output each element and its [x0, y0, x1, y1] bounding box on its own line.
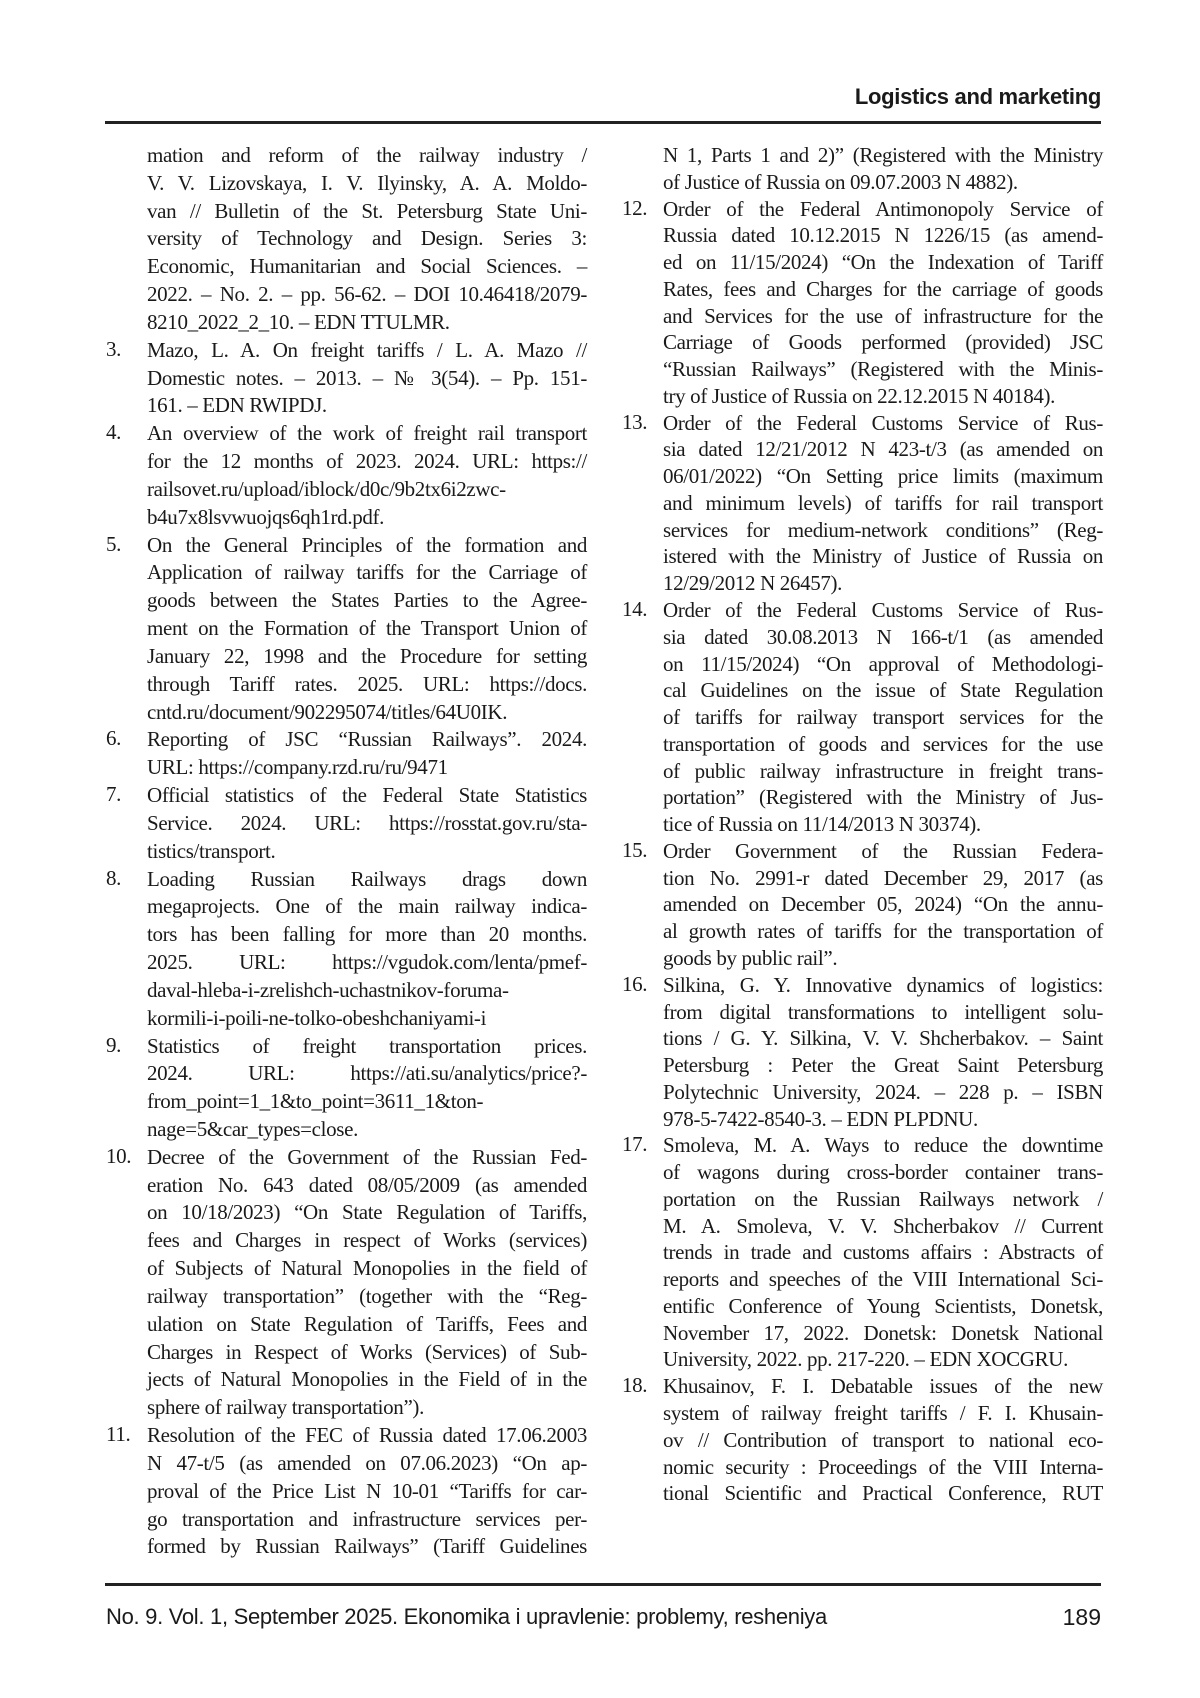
reference-entry — [106, 865, 587, 1033]
reference-entry — [622, 837, 1103, 972]
reference-text-line: and Services for the use of infrastructure for the — [663, 303, 1103, 328]
reference-text-line: 2022. – No. 2. – pp. 56-62. – DOI 10.46418/2079- — [147, 282, 587, 307]
reference-text-line: on 11/15/2024) “On approval of Methodologi- — [663, 651, 1103, 676]
reference-text-line: tional Scientific and Practical Conference, RUT — [663, 1481, 1103, 1506]
reference-text-line: tions / G. Y. Silkina, V. V. Shcherbakov. – Saint — [663, 1026, 1103, 1051]
reference-text-line: fees and Charges in respect of Works (services) — [147, 1228, 587, 1253]
reference-text-line: portation” (Registered with the Ministry of Jus- — [663, 785, 1103, 810]
reference-text-line: 2024. URL: https://ati.su/analytics/price?- — [147, 1061, 587, 1086]
reference-text-line: Order Government of the Russian Federa- — [663, 838, 1103, 863]
footer-rule — [105, 1583, 1101, 1586]
reference-entry — [106, 420, 587, 531]
reference-text-line: istered with the Ministry of Justice of Russia on — [663, 544, 1103, 569]
footer-journal-info: No. 9. Vol. 1, September 2025. Ekonomika i upravlenie: problemy, resheniya — [106, 1604, 827, 1629]
reference-text-line: of Justice of Russia on 09.07.2003 N 4882). — [663, 169, 1018, 194]
reference-text-line: b4u7x8lsvwuojqs6qh1rd.pdf. — [147, 504, 385, 529]
reference-text-line: Silkina, G. Y. Innovative dynamics of logistics: — [663, 972, 1103, 997]
reference-text-line: ed on 11/15/2024) “On the Indexation of Tariff — [663, 250, 1103, 275]
reference-text-line: versity of Technology and Design. Series 3: — [147, 226, 587, 251]
reference-text-line: of wagons during cross-border container trans- — [663, 1160, 1103, 1185]
reference-text-line: from_point=1_1&to_point=3611_1&ton- — [147, 1089, 484, 1114]
reference-text-line: Rates, fees and Charges for the carriage of goods — [663, 276, 1103, 301]
reference-text-line: 2025. URL: https://vgudok.com/lenta/pmef- — [147, 950, 587, 975]
reference-number: 12. — [622, 195, 648, 220]
reference-text-line: URL: https://company.rzd.ru/ru/9471 — [147, 755, 448, 780]
reference-entry — [622, 597, 1103, 838]
reference-entry — [622, 409, 1103, 597]
reference-text-line: Polytechnic University, 2024. – 228 p. – ISBN — [663, 1079, 1103, 1104]
reference-text-line: ment on the Formation of the Transport Union of — [147, 616, 587, 641]
reference-text-line: 8210_2022_2_10. – EDN TTULMR. — [147, 309, 450, 334]
reference-text-line: Official statistics of the Federal State Statistics — [147, 783, 587, 808]
reference-text-line: An overview of the work of freight rail transport — [147, 421, 587, 446]
reference-number: 4. — [106, 420, 122, 445]
reference-text-line: Smoleva, M. A. Ways to reduce the downtime — [663, 1133, 1103, 1158]
references-right-column — [622, 142, 1103, 1507]
reference-text-line: tion No. 2991-r dated December 29, 2017 (as — [663, 865, 1103, 890]
reference-text-line: ov // Contribution of transport to national eco- — [663, 1427, 1103, 1452]
reference-text-line: kormili-i-poili-ne-tolko-obeshchaniyami-i — [147, 1005, 487, 1030]
reference-entry — [106, 782, 587, 865]
reference-text-line: portation on the Russian Railways network / — [663, 1186, 1103, 1211]
reference-number: 14. — [622, 597, 648, 622]
reference-text-line: nage=5&car_types=close. — [147, 1116, 358, 1141]
reference-number: 15. — [622, 837, 648, 862]
reference-text-line: goods by public rail”. — [663, 945, 838, 970]
reference-text-line: sia dated 12/21/2012 N 423-t/3 (as amended on — [663, 437, 1103, 462]
reference-text-line: through Tariff rates. 2025. URL: https://docs. — [147, 671, 587, 696]
reference-text-line: services for medium-network conditions” (Reg- — [663, 517, 1103, 542]
reference-text-line: Domestic notes. – 2013. – № 3(54). – Pp. 151- — [147, 365, 587, 390]
reference-text-line: tice of Russia on 11/14/2013 N 30374). — [663, 812, 981, 837]
reference-text-line: Charges in Respect of Works (Services) of Sub- — [147, 1339, 587, 1364]
reference-text-line: mation and reform of the railway industry / — [147, 143, 587, 167]
reference-text-line: al growth rates of tariffs for the transportation of — [663, 919, 1103, 944]
reference-entry — [106, 1143, 587, 1422]
reference-text-line: for the 12 months of 2023. 2024. URL: https:// — [147, 449, 587, 474]
reference-entry — [106, 726, 587, 782]
reference-text-line: tistics/transport. — [147, 838, 276, 863]
reference-text-line: Decree of the Government of the Russian Fed- — [147, 1144, 587, 1169]
reference-text-line: M. A. Smoleva, V. V. Shcherbakov // Current — [663, 1213, 1103, 1238]
reference-text-line: van // Bulletin of the St. Petersburg State Uni- — [147, 198, 587, 223]
reference-text-line: On the General Principles of the formation and — [147, 532, 587, 557]
reference-text-line: sphere of railway transportation”). — [147, 1395, 424, 1420]
reference-text-line: from digital transformations to intelligent solu- — [663, 999, 1103, 1024]
reference-text-line: N 1, Parts 1 and 2)” (Registered with the Ministry — [663, 143, 1103, 167]
reference-entry — [106, 531, 587, 727]
reference-entry — [622, 195, 1103, 410]
reference-text-line: of Subjects of Natural Monopolies in the field of — [147, 1256, 587, 1281]
reference-text-line: Loading Russian Railways drags down — [147, 866, 587, 891]
reference-entry — [622, 1132, 1103, 1373]
reference-text-line: cntd.ru/document/902295074/titles/64U0IK. — [147, 699, 508, 724]
reference-entry — [106, 336, 587, 420]
reference-text-line: of tariffs for railway transport services for the — [663, 705, 1103, 730]
reference-text-line: tors has been falling for more than 20 months. — [147, 922, 587, 947]
reference-text-line: reports and speeches of the VIII International Sci- — [663, 1267, 1103, 1292]
reference-text-line: nomic security : Proceedings of the VIII Interna- — [663, 1454, 1103, 1479]
reference-text-line: trends in trade and customs affairs : Abstracts of — [663, 1240, 1103, 1265]
reference-text-line: Petersburg : Peter the Great Saint Petersburg — [663, 1053, 1103, 1078]
reference-text-line: January 22, 1998 and the Procedure for setting — [147, 643, 587, 668]
reference-text-line: Russia dated 10.12.2015 N 1226/15 (as amend- — [663, 223, 1103, 248]
reference-text-line: University, 2022. pp. 217-220. – EDN XOCGRU. — [663, 1347, 1068, 1372]
reference-text-line: ulation on State Regulation of Tariffs, Fees and — [147, 1311, 587, 1336]
reference-number: 9. — [106, 1032, 122, 1057]
reference-entry — [622, 971, 1103, 1133]
reference-text-line: of public railway infrastructure in freight trans- — [663, 758, 1103, 783]
reference-text-line: try of Justice of Russia on 22.12.2015 N 40184). — [663, 383, 1056, 408]
reference-text-line: N 47-t/5 (as amended on 07.06.2023) “On ap- — [147, 1450, 587, 1475]
reference-text-line: Order of the Federal Customs Service of Rus- — [663, 410, 1103, 435]
reference-text-line: V. V. Lizovskaya, I. V. Ilyinsky, A. A. Moldo- — [147, 170, 587, 195]
references-left-column — [106, 142, 587, 1561]
reference-text-line: November 17, 2022. Donetsk: Donetsk National — [663, 1320, 1103, 1345]
reference-text-line: 978-5-7422-8540-3. – EDN PLPDNU. — [663, 1106, 978, 1131]
reference-number: 5. — [106, 531, 122, 556]
reference-text-line: megaprojects. One of the main railway indica- — [147, 894, 587, 919]
reference-text-line: transportation of goods and services for the use — [663, 731, 1103, 756]
reference-number: 11. — [106, 1422, 131, 1447]
reference-text-line: Khusainov, F. I. Debatable issues of the new — [663, 1374, 1103, 1399]
reference-entry — [106, 1422, 587, 1561]
reference-text-line: 161. – EDN RWIPDJ. — [147, 393, 327, 418]
reference-text-line: Order of the Federal Antimonopoly Service of — [663, 196, 1103, 221]
reference-text-line: jects of Natural Monopolies in the Field of in the — [147, 1367, 587, 1392]
reference-number: 17. — [622, 1132, 648, 1157]
reference-text-line: Order of the Federal Customs Service of Rus- — [663, 598, 1103, 623]
reference-text-line: go transportation and infrastructure services per- — [147, 1506, 587, 1531]
reference-text-line: sia dated 30.08.2013 N 166-t/1 (as amended — [663, 624, 1103, 649]
running-head-section-title: Logistics and marketing — [854, 84, 1101, 109]
reference-number: 13. — [622, 409, 648, 434]
reference-text-line: 12/29/2012 N 26457). — [663, 571, 843, 596]
reference-entry — [622, 1373, 1103, 1507]
reference-text-line: formed by Russian Railways” (Tariff Guidelines — [147, 1534, 587, 1559]
reference-number: 7. — [106, 782, 122, 807]
reference-text-line: Application of railway tariffs for the Carriage of — [147, 560, 587, 585]
reference-text-line: cal Guidelines on the issue of State Regulation — [663, 678, 1103, 703]
page-number: 189 — [1062, 1604, 1101, 1630]
reference-number: 18. — [622, 1373, 648, 1398]
reference-entry — [106, 1032, 587, 1144]
reference-text-line: railsovet.ru/upload/iblock/d0c/9b2tx6i2zwc- — [147, 476, 506, 501]
reference-text-line: Resolution of the FEC of Russia dated 17.06.2003 — [147, 1423, 587, 1448]
reference-text-line: amended on December 05, 2024) “On the annu- — [663, 892, 1103, 917]
reference-text-line: Carriage of Goods performed (provided) JSC — [663, 330, 1103, 355]
reference-text-line: Statistics of freight transportation prices. — [147, 1033, 587, 1058]
reference-text-line: eration No. 643 dated 08/05/2009 (as amended — [147, 1172, 587, 1197]
reference-number: 6. — [106, 726, 122, 751]
reference-text-line: goods between the States Parties to the Agree- — [147, 588, 587, 613]
reference-text-line: Reporting of JSC “Russian Railways”. 2024. — [147, 727, 587, 752]
reference-text-line: 06/01/2022) “On Setting price limits (maximum — [663, 464, 1103, 489]
reference-text-line: system of railway freight tariffs / F. I. Khusain- — [663, 1400, 1103, 1425]
reference-number: 3. — [106, 336, 122, 361]
reference-text-line: Mazo, L. A. On freight tariffs / L. A. Mazo // — [147, 337, 587, 362]
reference-entry — [663, 142, 1103, 196]
reference-text-line: entific Conference of Young Scientists, Donetsk, — [663, 1293, 1103, 1318]
reference-text-line: proval of the Price List N 10-01 “Tariffs for car- — [147, 1478, 587, 1503]
reference-number: 8. — [106, 865, 122, 890]
reference-entry — [147, 142, 587, 337]
reference-text-line: on 10/18/2023) “On State Regulation of Tariffs, — [147, 1200, 587, 1225]
header-rule — [105, 121, 1101, 124]
reference-number: 16. — [622, 971, 648, 996]
reference-text-line: “Russian Railways” (Registered with the Minis- — [663, 357, 1103, 382]
reference-text-line: Service. 2024. URL: https://rosstat.gov.ru/sta- — [147, 810, 587, 835]
reference-text-line: Economic, Humanitarian and Social Sciences. – — [147, 254, 587, 279]
reference-number: 10. — [106, 1143, 132, 1168]
reference-text-line: and minimum levels) of tariffs for rail transport — [663, 490, 1103, 515]
reference-text-line: daval-hleba-i-zrelishch-uchastnikov-foruma- — [147, 977, 509, 1002]
reference-text-line: railway transportation” (together with the “Reg- — [147, 1283, 587, 1308]
